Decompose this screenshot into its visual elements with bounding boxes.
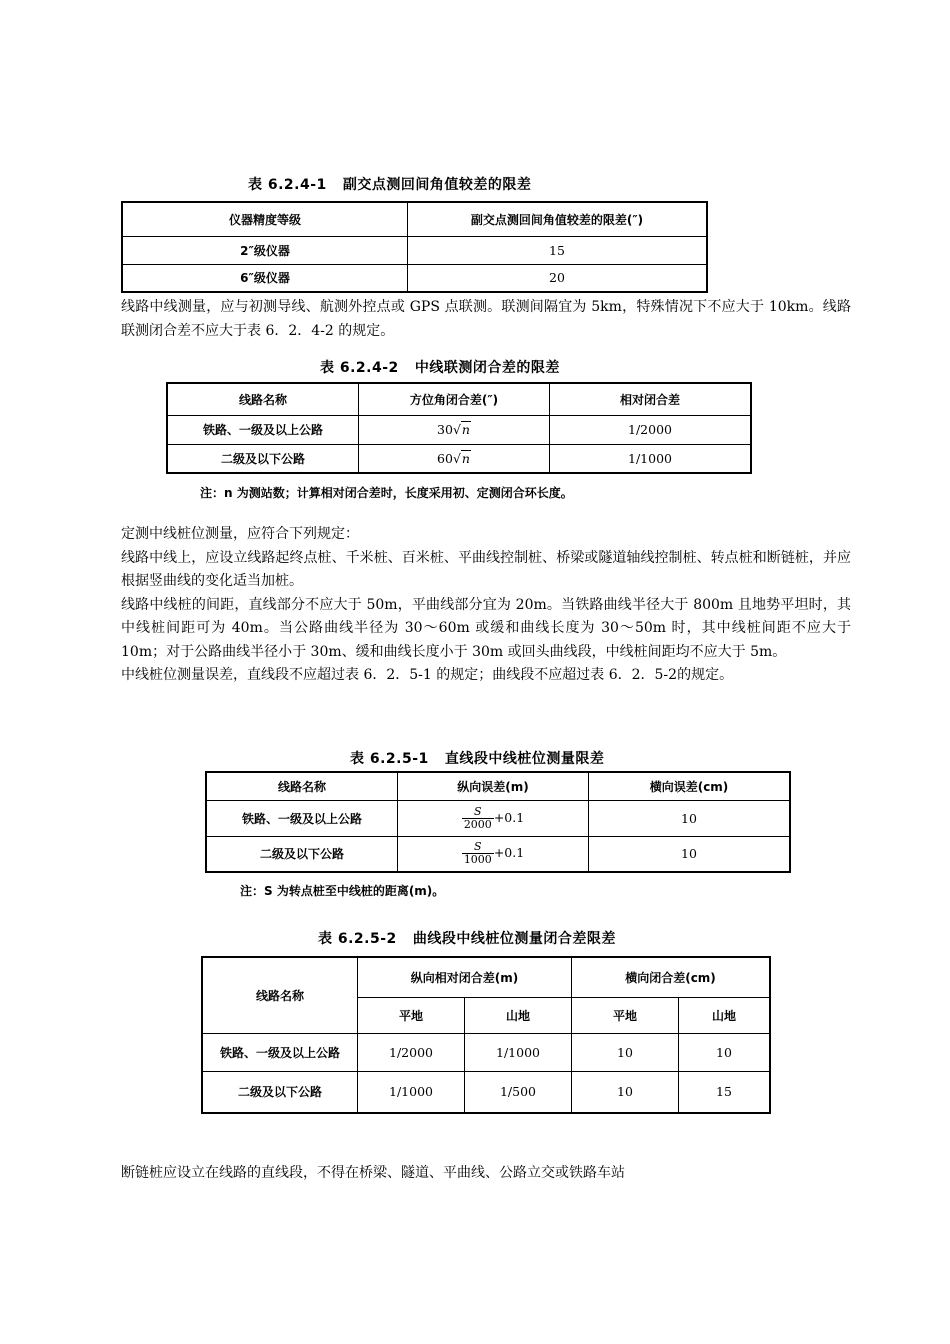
table1-header-limit: 副交点测回间角值较差的限差(″) xyxy=(408,202,708,236)
table3-header-lateral: 横向误差(cm) xyxy=(589,772,791,800)
table1-cell: 2″级仪器 xyxy=(122,236,408,264)
table4-cell: 铁路、一级及以上公路 xyxy=(202,1033,358,1071)
table3-note: 注：S 为转点桩至中线桩的距离(m)。 xyxy=(240,884,445,898)
paragraph-stake-rules xyxy=(121,523,851,688)
table1-cell: 6″级仪器 xyxy=(122,264,408,292)
table4-cell: 1/2000 xyxy=(358,1033,465,1071)
table2-cell: 1/2000 xyxy=(550,415,752,444)
table2-note: 注：n 为测站数；计算相对闭合差时，长度采用初、定测闭合环长度。 xyxy=(200,486,573,500)
table4 xyxy=(201,956,771,1114)
paragraph-broken-chain: 断链桩应设立在线路的直线段，不得在桥梁、隧道、平曲线、公路立交或铁路车站 xyxy=(121,1165,625,1181)
table4-subheader: 平地 xyxy=(358,997,465,1033)
table3-cell: 铁路、一级及以上公路 xyxy=(206,800,398,836)
table2-header-azimuth: 方位角闭合差(″) xyxy=(359,383,550,415)
table4-cell: 1/1000 xyxy=(358,1071,465,1113)
paragraph: 线路中线上，应设立线路起终点桩、千米桩、百米桩、平曲线控制桩、桥梁或隧道轴线控制桩、转点桩和断链桩，并应根据竖曲线的变化适当加桩。 xyxy=(121,549,851,589)
table1-caption: 表 6.2.4-1 副交点测回间角值较差的限差 xyxy=(248,177,532,193)
table4-header-route: 线路名称 xyxy=(202,957,358,1033)
table2-cell: 铁路、一级及以上公路 xyxy=(167,415,359,444)
table2-cell: 二级及以下公路 xyxy=(167,444,359,473)
table2-caption: 表 6.2.4-2 中线联测闭合差的限差 xyxy=(320,360,560,376)
table4-cell: 15 xyxy=(679,1071,771,1113)
table3-cell: $\frac{S}{1000}$ +0.1 xyxy=(398,836,589,872)
table1 xyxy=(121,201,708,293)
table1-cell: 20 xyxy=(408,264,708,292)
table3-cell: $\frac{S}{2000}$ +0.1 xyxy=(398,800,589,836)
table2-cell: 60√n xyxy=(359,444,550,473)
table4-subheader: 山地 xyxy=(465,997,572,1033)
table4-subheader: 平地 xyxy=(572,997,679,1033)
table2-header-route: 线路名称 xyxy=(167,383,359,415)
table3 xyxy=(205,771,791,873)
table4-header-lateral: 横向闭合差(cm) xyxy=(572,957,771,997)
table3-cell: 10 xyxy=(589,800,791,836)
table3-caption: 表 6.2.5-1 直线段中线桩位测量限差 xyxy=(350,751,605,767)
table4-cell: 10 xyxy=(679,1033,771,1071)
paragraph: 定测中线桩位测量，应符合下列规定： xyxy=(121,526,359,542)
table2 xyxy=(166,382,752,474)
table4-cell: 10 xyxy=(572,1071,679,1113)
paragraph: 中线桩位测量误差，直线段不应超过表 6．2．5-1 的规定；曲线段不应超过表 6．2．5-2的规定。 xyxy=(121,667,734,683)
table4-header-longitudinal: 纵向相对闭合差(m) xyxy=(358,957,572,997)
table2-header-relative: 相对闭合差 xyxy=(550,383,752,415)
table4-cell: 二级及以下公路 xyxy=(202,1071,358,1113)
table2-cell: 1/1000 xyxy=(550,444,752,473)
paragraph: 线路中线桩的间距，直线部分不应大于 50m，平曲线部分宜为 20m。当铁路曲线半径大于 800m 且地势平坦时，其中线桩间距可为 40m。当公路曲线半径为 30～60m 或缓和曲线长度为 30～50m 时，其中线桩间距不应大于 10m；对于公路曲线半径小于 30m、缓和曲线长度小于 30m 或回头曲线段，中线桩间距均不应大于 5m。 xyxy=(121,596,851,660)
table4-subheader: 山地 xyxy=(679,997,771,1033)
table2-cell: 30√n xyxy=(359,415,550,444)
table3-header-longitudinal: 纵向误差(m) xyxy=(398,772,589,800)
table3-header-route: 线路名称 xyxy=(206,772,398,800)
table4-cell: 1/1000 xyxy=(465,1033,572,1071)
table4-cell: 1/500 xyxy=(465,1071,572,1113)
table1-cell: 15 xyxy=(408,236,708,264)
table4-cell: 10 xyxy=(572,1033,679,1071)
table1-header-instrument: 仪器精度等级 xyxy=(122,202,408,236)
table3-cell: 10 xyxy=(589,836,791,872)
table3-cell: 二级及以下公路 xyxy=(206,836,398,872)
table4-caption: 表 6.2.5-2 曲线段中线桩位测量闭合差限差 xyxy=(318,931,616,947)
paragraph-joint-survey: 线路中线测量，应与初测导线、航测外控点或 GPS 点联测。联测间隔宜为 5km，特殊情况下不应大于 10km。线路联测闭合差不应大于表 6．2．4-2 的规定。 xyxy=(121,299,851,339)
